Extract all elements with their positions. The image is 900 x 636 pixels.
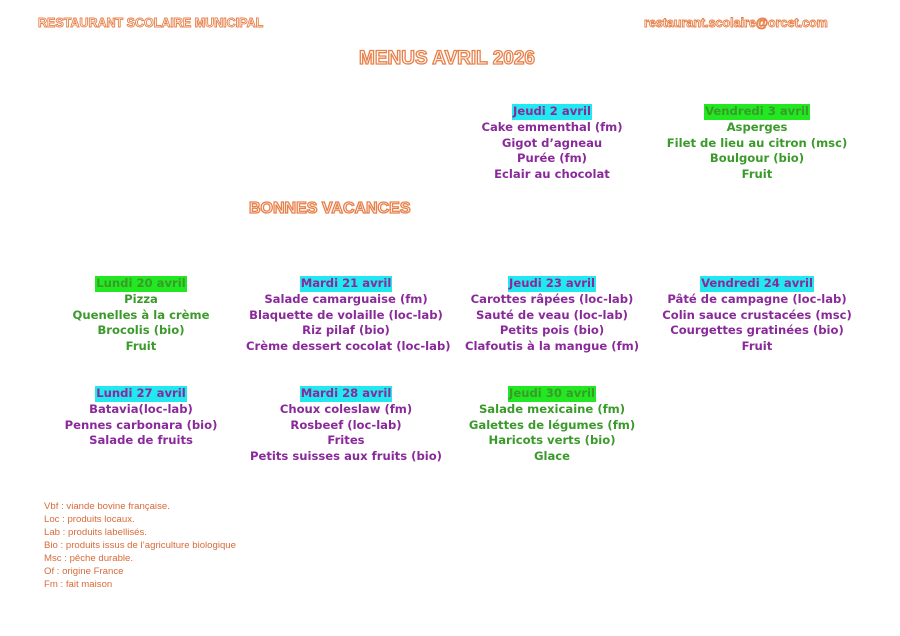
- menu-item: Quenelles à la crème: [72, 307, 210, 322]
- legend-item: Loc : produits locaux.: [44, 514, 135, 525]
- day-date: Lundi 20 avril: [96, 276, 186, 290]
- menu-item: Sauté de veau (loc-lab): [476, 307, 628, 322]
- day-mardi-21-avril: [246, 276, 451, 355]
- menu-items: [246, 291, 451, 355]
- day-date: Jeudi 23 avril: [509, 276, 595, 290]
- menu-item: Glace: [533, 449, 571, 464]
- vacances-banner: BONNES VACANCES: [249, 200, 411, 217]
- menu-item: Pennes carbonara (bio): [64, 417, 218, 432]
- menu-item: Asperges: [726, 119, 788, 134]
- menu-item: Purée (fm): [517, 151, 587, 166]
- day-date: Mardi 28 avril: [300, 386, 392, 400]
- day-date: Lundi 27 avril: [96, 386, 186, 400]
- day-mardi-28-avril: [246, 386, 446, 465]
- day-date: Vendredi 3 avril: [705, 104, 809, 118]
- menu-item: Haricots verts (bio): [488, 433, 616, 448]
- legend: [44, 500, 238, 591]
- menu-item: Colin sauce crustacées (msc): [662, 307, 852, 322]
- menu-items: [246, 402, 446, 465]
- menu-item: Batavia(loc-lab): [89, 401, 193, 416]
- menu-item: Gigot d’agneau: [501, 135, 603, 150]
- menu-item: Fruit: [125, 339, 157, 354]
- menu-item: Salade camarguaise (fm): [264, 291, 428, 306]
- menu-item: Carottes râpées (loc-lab): [470, 291, 634, 306]
- day-vendredi-24-avril: [657, 276, 857, 355]
- menu-item: Crème dessert cocolat (loc-lab): [246, 339, 451, 354]
- menu-items: [452, 292, 652, 355]
- menu-item: Choux coleslaw (fm): [279, 401, 413, 416]
- menu-item: Courgettes gratinées (bio): [670, 323, 844, 338]
- menu-item: Brocolis (bio): [97, 323, 185, 338]
- legend-item: Of : origine France: [44, 566, 124, 577]
- day-jeudi-23-avril: [452, 276, 652, 355]
- restaurant-name: RESTAURANT SCOLAIRE MUNICIPAL: [38, 16, 264, 30]
- page-title: MENUS AVRIL 2026: [359, 48, 535, 69]
- menu-items: [452, 402, 652, 465]
- day-date: Mardi 21 avril: [300, 276, 392, 290]
- menu-item: Blaquette de volaille (loc-lab): [249, 307, 443, 322]
- menu-item: Petits pois (bio): [499, 323, 605, 338]
- legend-item: Lab : produits labellisés.: [44, 527, 147, 538]
- day-vendredi-3-avril: [657, 104, 857, 183]
- legend-item: Fm : fait maison: [44, 579, 113, 590]
- menu-items: [41, 292, 241, 355]
- menu-item: Fruit: [741, 339, 773, 354]
- day-lundi-27-avril: [41, 386, 241, 449]
- menu-item: Clafoutis à la mangue (fm): [464, 339, 640, 354]
- menu-item: Boulgour (bio): [709, 151, 805, 166]
- menu-item: Pizza: [124, 291, 158, 306]
- contact-email: restaurant.scolaire@orcet.com: [644, 16, 828, 30]
- legend-item: Bio : produits issus de l’agriculture biologique: [44, 540, 236, 551]
- menu-item: Petits suisses aux fruits (bio): [250, 449, 442, 464]
- menu-items: [452, 120, 652, 183]
- menu-item: Salade mexicaine (fm): [478, 401, 626, 416]
- day-jeudi-2-avril: [452, 104, 652, 183]
- day-jeudi-30-avril: [452, 386, 652, 465]
- menu-items: [41, 402, 241, 449]
- menu-item: Rosbeef (loc-lab): [290, 417, 402, 432]
- menu-item: Fruit: [741, 167, 773, 182]
- day-date: Jeudi 2 avril: [513, 104, 591, 118]
- menu-items: [657, 120, 857, 183]
- legend-item: Vbf : viande bovine française.: [44, 501, 170, 512]
- menu-item: Pâté de campagne (loc-lab): [667, 291, 847, 306]
- day-date: Vendredi 24 avril: [701, 276, 813, 290]
- menu-item: Filet de lieu au citron (msc): [666, 135, 848, 150]
- day-date: Jeudi 30 avril: [509, 386, 595, 400]
- menu-item: Eclair au chocolat: [494, 167, 610, 182]
- menu-items: [657, 292, 857, 355]
- menu-item: Cake emmenthal (fm): [481, 119, 623, 134]
- menu-item: Salade de fruits: [89, 433, 193, 448]
- legend-item: Msc : pêche durable.: [44, 553, 134, 564]
- menu-item: Frites: [327, 433, 365, 448]
- day-lundi-20-avril: [41, 276, 241, 355]
- menu-item: Riz pilaf (bio): [302, 323, 390, 338]
- menu-item: Galettes de légumes (fm): [468, 417, 636, 432]
